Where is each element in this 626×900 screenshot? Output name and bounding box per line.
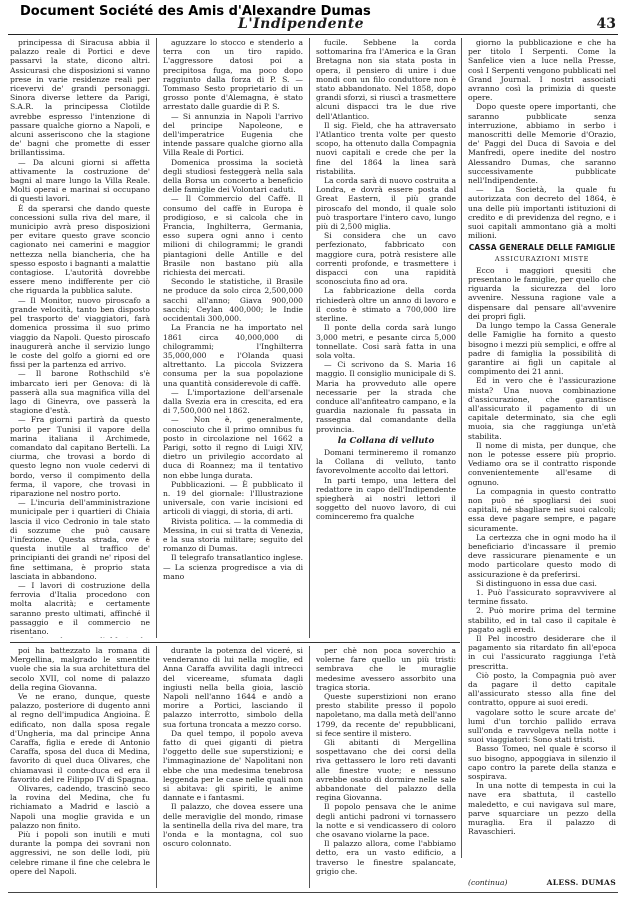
feuilleton-column-2 <box>163 646 303 888</box>
column-paragraph: Si distinguono in essa due casi. <box>476 578 597 588</box>
column-4 <box>468 38 616 858</box>
column-paragraph: In una notte di tempesta in cui la nave era sbattuta, il castello maledetto, e cui navigava sul mare, parve squarciare un pezzo della muraglia. Era il palazzo di Ravaschieri. <box>468 781 616 837</box>
column-paragraph: Il Pel incostro desiderare che il pagamento sia ritardato fin all'epoca in cui l'assicurato raggiunga l'età prescritta. <box>468 634 616 671</box>
column-paragraph: principessa di Siracusa abbia il palazzo reale di Portici e deve passarvi la state, dicono altri. Assicurasi che disposizioni si vanno prese in varie residenze reali per ricevervi de' grandi personaggi. Sinora diverse lettere da Parigi, S.A.R. la principessa Clotilde avrebbe espresso l'intenzione di passare qualche giorno a Napoli, e alcuni asseriscono che la stagione de' bagni che promette di esser brillantissima. <box>10 38 150 158</box>
column-paragraph: — Si annunzia in Napoli l'arrivo del principe Napoleone, e dell'imperatrice Eugenia che intende passare qualche giorno alla Villa Reale di Portici. <box>163 111 303 158</box>
footer-rule <box>8 892 618 893</box>
column-paragraph: Da lungo tempo la Cassa Generale delle Famiglie ha fornito a questo bisogno i mezzi più semplici, e offre al padre di famiglia la possibilità di garantire ai figli un capitale al compimento dei 21 anni. <box>468 321 616 377</box>
column-paragraph: Da quel tempo, il popolo aveva fatto di quei giganti di pietra l'oggetto delle sue superstizioni; e l'immaginazione de' Napolitani non ebbe che una medesima tenebrosa leggenda per le case nelle quali non si abitava: gli spiriti, le anime dannate e i fantasmi. <box>163 728 303 803</box>
column-3 <box>316 38 456 638</box>
column-paragraph: Ecco i maggiori quesiti che presentano le famiglie, per quello che riguarda la sicurezza del loro avvenire. Nessuna ragione vale a dispensare dal pensare all'avvenire dei propri figli. <box>468 265 616 321</box>
column-paragraph: Domani termineremo il romanzo la Collana di velluto, tanto favorevolmente accolto dai lettori. <box>316 447 456 476</box>
column-paragraph: — L'incuria dell'amministrazione municipale per i quartieri di Chiaia lascia il vico Cedronio in tale stato di sozzume che può causare l'infezione. Questa strada, ove è questa inutile al traffico de' principianti dei grandi ne' riposi del fine settimana, è proprio stata lasciata in abbandono. <box>10 498 150 581</box>
signature-row <box>468 878 616 887</box>
column-paragraph: Il telegrafo transatlantico inglese. — La scienza progredisce a via di mano <box>163 553 303 581</box>
column-paragraph: — Ci scrivono da S. Maria 16 maggio. Il consiglio municipale di S. Maria ha provveduto alle opere necessarie per la strada che conduce all'anfiteatro campano, e la guardia nazionale fu passata in rassegna dal comandante della provincia. <box>316 360 456 434</box>
column-divider <box>461 38 462 858</box>
column-paragraph: Il nome di mista, per dunque, che non le potesse essere più proprio. Vediamo ora se il contratto risponde convenientemente all'esame di ognuno. <box>468 440 616 487</box>
column-paragraph: fucile. Sebbene la corda sottomarina fra l'America e la Gran Bretagna non sia stata posta in opera, il pensiero di unire i due mondi con un filo conduttore non è stato abbandonato. Nel 1858, dopo grandi sforzi, si riuscì a trasmettere alcuni dispacci tra le due rive dell'Atlantico. <box>316 38 456 121</box>
column-paragraph: — Il barone Rothschild s'è imbarcato ieri per Genova: di là passerà alla sua magnifica villa del lago di Ginevra, ove passerà la stagione d'està. <box>10 369 150 416</box>
column-paragraph: Queste superstizioni non erano presto stabilite presso il popolo napoletano, ma dalla metà dell'anno 1799, da recente de' repubblicani, si fece sentire il mistero. <box>316 692 456 738</box>
header-rule <box>8 34 618 35</box>
novel-announcement-heading: la Collana di velluto <box>337 435 435 446</box>
column-paragraph: aguzzare lo stocco e stenderlo a terra con un tiro rapido. L'aggressore datosi poi a precipitosa fuga, ma poco dopo raggiunto dalla forza di P. S. — Tommaso Sesto proprietario di un grosso ponte d'Alemagna, è stato arrestato dalle guardie di P. S. <box>163 38 303 112</box>
column-2 <box>163 38 303 638</box>
column-paragraph <box>10 636 150 638</box>
column-paragraph: La corda sarà di nuovo costruita a Londra, e dovrà essere posta dal Great Eastern, il più grande piroscafo del mondo, il quale solo può trasportare l'intero cavo, lungo più di 2,500 miglia. <box>316 176 456 232</box>
column-paragraph: In parti tempo, una lettera del redattore in capo dell'Indipendente spiegherà ai nostri lettori il soggetto del nuovo lavoro, di cui cominceremo fra qualche <box>316 475 456 522</box>
column-paragraph: 1. Può l'assicurato sopravvivere al termine fissato. <box>468 587 616 607</box>
column-paragraph: Rivista politica. — la commedia di Messina, in cui si tratta di Venezia, e la sua storia militare; seguito del romanzo di Dumas. <box>163 516 303 554</box>
column-paragraph: Il palazzo, che dovea essere una delle meraviglie del mondo, rimase la sentinella della riva del mare, tra l'onda e la montagna, col suo oscuro colonnato. <box>163 802 303 849</box>
column-paragraph: Gli abitanti di Mergellina sospettavano che dei corsi della riva gettassero le loro reti davanti alle finestre vuote; e nessuno avrebbe osato di dormire nelle sale abbandonate del palazzo della regina Giovanna. <box>316 738 456 803</box>
column-divider <box>309 646 310 888</box>
column-paragraph: La fabbricazione della corda richiederà oltre un anno di lavoro e il costo è stimato a 700,000 lire sterline. <box>316 286 456 324</box>
column-paragraph: 2. Può morire prima del termine stabilito, ed in tal caso il capitale è pagato agli eredi. <box>468 606 616 634</box>
column-paragraph: Più i popoli son inutili e muti durante la pompa dei sovrani non aggressivi, ne son delle lodi, più celebre rimane il fine che celebra le opere del Napoli. <box>10 830 150 876</box>
column-paragraph: vagolare sotto le scure arcate de' lumi d'un torchio pallido errava sull'onda e ravvolgeva nella notte i suoi viaggiatori: Sono stati tristi. <box>468 707 616 745</box>
column-paragraph: giorno la pubblicazione e che ha per titolo I Serpenti. Come la Sanfelice vien a luce nella Presse, così I Serpenti vengono pubblicati nel Grand Journal. I nostri associati avranno così la primizia di queste opere. <box>468 38 616 103</box>
column-paragraph: durante la potenza del viceré, si venderanno di lui nella moglie, ed Anna Caraffa avvilita dagli intrecci del vicereame, sfumata dagli ingiusti nella bella gioia, lasciò Napoli nell'anno 1644 e andò a morire a Portici, lasciando il palazzo interrotto, simbolo della sua fortuna troncata a mezzo corso. <box>163 646 303 729</box>
column-divider <box>156 646 157 888</box>
column-paragraph: Ve ne erano, dunque, queste palazzo, posteriore di dugento anni al regno dell'impudica Angioina. È edificato, non dalla sposa regale d'Ungheria, ma dal principe Anna Caraffa, figlia e erede di Antonio Caraffa, sposa del duca di Medina, favorito di quel duca Olivares, che chiamavasi il conte-duca ed era il favorito del re Filippo IV di Spagna. <box>10 692 150 784</box>
column-paragraph: La Francia ne ha importato nel 1861 circa 40,000,000 di chilogrammi; l'Inghilterra 35,000,000 e l'Olanda quasi altrettanto. La piccola Svizzera consuma per la sua popolazione una quantità considerevole di caffè. <box>163 323 303 388</box>
column-paragraph: Il popolo pensava che le anime degli antichi padroni vi tornassero la notte e si vendicassero di coloro che osavano violarne la pace. <box>316 802 456 840</box>
column-paragraph: — Il Monitor, nuovo piroscafo a grande velocità, tanto ben disposto pel trasporto de' viaggiatori, farà domenica prossima il suo primo viaggio da Napoli. Questo piroscafo inaugurerà anche il servizio lungo le coste del golfo a giorni ed ore fissi per la partenza ed arrivo. <box>10 295 150 370</box>
feuilleton-column-3 <box>316 646 456 888</box>
column-paragraph: Pubblicazioni. — È pubblicato il n. 19 del giornale: l'Illustrazione universale, con varie incisioni ed articoli di viaggi, di storia, di arti. <box>163 479 303 517</box>
column-paragraph: Il sig. Field, che ha attraversato l'Atlantico trenta volte per questo scopo, ha ottenuto dalla Compagnia nuovi capitali e crede che per la fine del 1864 la linea sarà ristabilita. <box>316 120 456 176</box>
column-paragraph: Si considera che un cavo perfezionato, fabbricato con maggiore cura, potrà resistere alle correnti profonde, e trasmettere i dispacci con una rapidità sconosciuta fino ad ora. <box>316 231 456 287</box>
page-number: 43 <box>596 16 616 32</box>
column-paragraph: — Da alcuni giorni si affetta attivamente la costruzione de' bagni al mare lungo la Villa Reale. Molti operai e marinai si occupano di questi lavori. <box>10 157 150 204</box>
column-paragraph: Ed in vero che è l'assicurazione mista? Una nuova combinazione d'assicurazione, che garantisce all'assicurato il pagamento di un capitale determinato, sia che egli muoia, sia che raggiunga un'età stabilita. <box>468 376 616 441</box>
feuilleton-column-1 <box>10 646 150 888</box>
column-paragraph: Secondo le statistiche, il Brasile ne produce da solo circa 2,500,000 sacchi all'anno; Giava 900,000 sacchi; Ceylan 400,000; le Indie occidentali 300,000. <box>163 277 303 324</box>
feuilleton-rule <box>10 642 460 643</box>
column-paragraph: Domenica prossima la società degli studiosi festeggerà nella sala della Borsa un concerto a beneficio delle famiglie dei Volontari caduti. <box>163 157 303 195</box>
column-paragraph: Basso Tomeo, nel quale è scorso il suo bisogno, appoggiava in silenzio il capo contro la parete della stanza e sospirava. <box>468 744 616 782</box>
column-paragraph: — L'importazione dell'arsenale dalla Svezia era in crescita, ed era di 7,500,000 nel 1862. <box>163 387 303 416</box>
column-paragraph: — I lavori di costruzione della ferrovia d'Italia procedono con molta alacrità; e certamente saranno presto ultimati, affinché il passaggio e il commercio ne risentano. <box>10 580 150 636</box>
column-paragraph: La compagnia in questo contratto non può né spogliarsi dei suoi capitali, né sbagliare nei suoi calcoli; essa deve pagare sempre, e pagare sicuramente. <box>468 486 616 533</box>
column-paragraph: Il palazzo allora, come l'abbiamo detto, era un vasto edificio, a traverso le finestre spalancate, grigio che. <box>316 839 456 876</box>
column-divider <box>309 38 310 638</box>
column-paragraph: Dopo queste opere importanti, che saranno pubblicate senza interruzione, abbiamo in serbo i manoscritti delle Memorie d'Orazio, de' Paggi del Duca di Savoia e del Manfredi, opere inedite del nostro Alessandro Dumas, che saranno successivamente pubblicate nell'Indipendente. <box>468 102 616 186</box>
column-paragraph: È da sperarsi che dando queste concessioni sulla riva del mare, il municipio avrà preso disposizioni per evitare questo grave sconcio cagionato nei camerini e maggior nettezza nella biancheria, che ha spesso esposto i bagnanti a malattie contagiose. L'autorità dovrebbe essere meno indifferente per ciò che riguarda la pubblica salute. <box>10 203 150 296</box>
column-paragraph: — Fra giorni partirà da questo porto per Tunisi il vapore della marina italiana il Archimede, comandato dal capitano Bertelli. La ciurma, che trovasi a bordo di questo legno non vuole cedervi di bordo, verso il compimento della ferma, il vapore, che trovasi in riparazione nel nostro porto. <box>10 415 150 498</box>
document-banner-title: Document Société des Amis d'Alexandre Dumas <box>20 4 371 19</box>
column-paragraph: per chè non poca soverchio a volerne fare quello un più tristi: sembrava che le muraglie medesime avessero assorbito una tragica storia. <box>316 646 456 692</box>
newspaper-masthead: L'Indipendente <box>238 16 365 32</box>
column-paragraph: Olivares, cadendo, trascinò seco la rovina del Medina, che fu richiamato a Madrid e lasciò a Napoli una moglie gravida e un palazzo non finito. <box>10 784 150 830</box>
column-paragraph: Ciò posto, la Compagnia può aver da pagare il detto capitale all'assicurato stesso alla fine del contratto, oppure ai suoi eredi. <box>468 670 616 708</box>
cassa-subheading: ASSICURAZIONI MISTE <box>494 254 590 263</box>
author-signature: ALESS. DUMAS <box>546 878 616 887</box>
column-paragraph: La certezza che in ogni modo ha il beneficiario d'incassare il premio deve rassicurare pienamente e un modo particolare questo modo di assicurazione è da preferirsi. <box>468 532 616 579</box>
column-paragraph: — Il Commercio del Caffè. Il consumo del caffè in Europa è prodigioso, e si calcola che in Francia, Inghilterra, Germania, esso supera ogni anno i cento milioni di chilogrammi; le grandi piantagioni delle Antille e del Brasile non bastano più alla richiesta dei mercati. <box>163 194 303 278</box>
column-paragraph: poi ha battezzato la romana di Mergellina, malgrado le smentite vuole che sia la sua architettura del secolo XVII, col nome di palazzo della regina Giovanna. <box>10 646 150 692</box>
column-paragraph: — Non è, generalmente, conosciuto che il primo omnibus fu posto in circolazione nel 1662 a Parigi, sotto il regno di Luigi XIV, dietro un privilegio accordato al duca di Roannez; ma il tentativo non ebbe lunga durata. <box>163 415 303 480</box>
continued-note: (continua) <box>468 878 508 887</box>
column-divider <box>156 38 157 638</box>
column-paragraph: — La Società, la quale fu autorizzata con decreto del 1864, è una delle più importanti istituzioni di credito e di previdenza del regno, e i suoi capitali ammontano già a molti milioni. <box>468 185 616 241</box>
column-paragraph: Il ponte della corda sarà lungo 3,000 metri, e pesante circa 5,000 tonnellate. Cosi sarà fatta in una sola volta. <box>316 323 456 360</box>
cassa-heading: CASSA GENERALE DELLE FAMIGLIE <box>468 243 616 253</box>
column-1 <box>10 38 150 638</box>
